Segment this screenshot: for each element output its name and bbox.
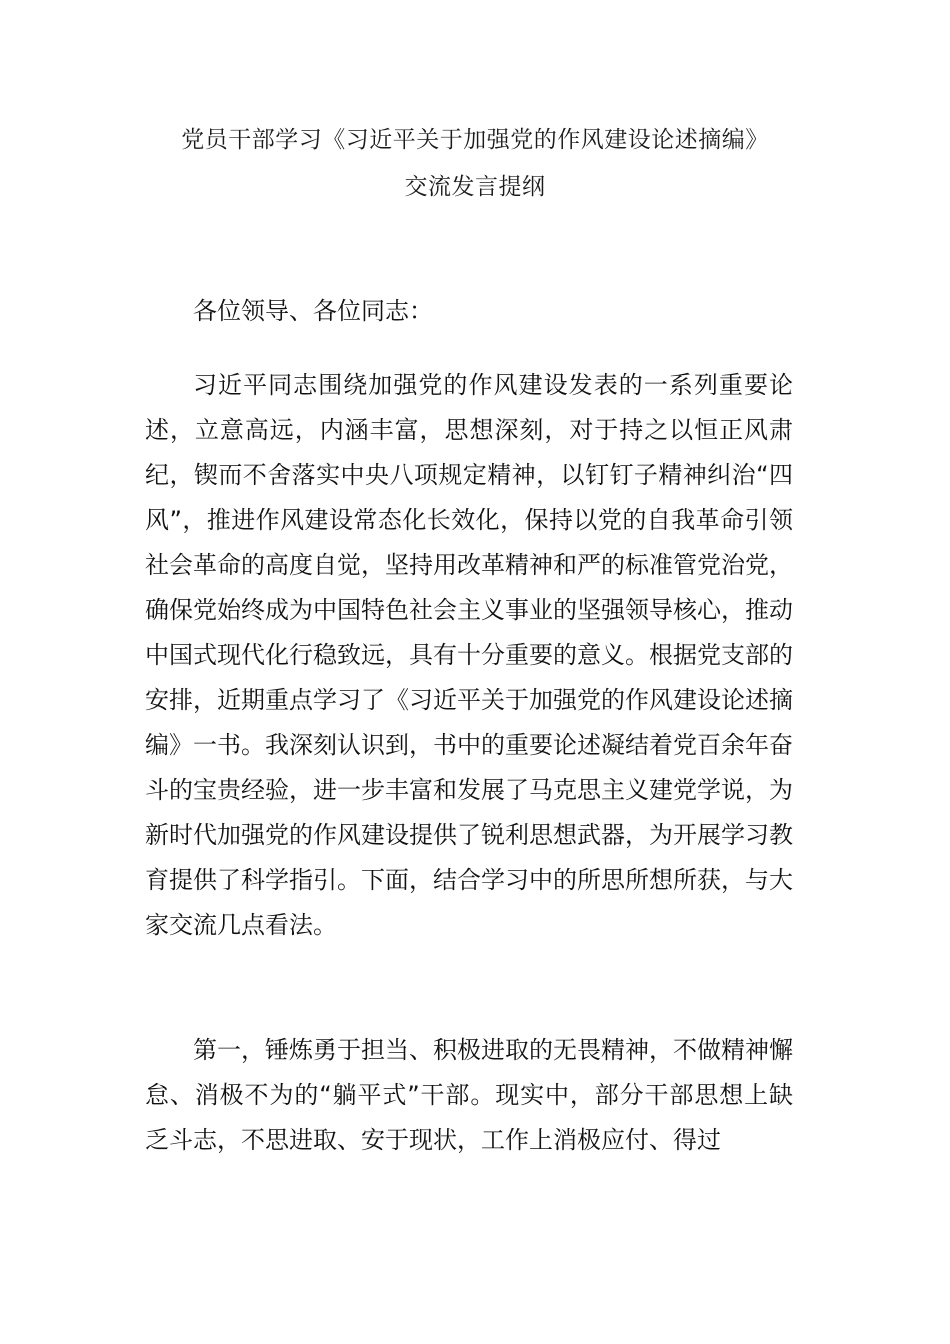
document-subtitle: 交流发言提纲: [404, 174, 546, 200]
greeting: 各位领导、各位同志：: [193, 297, 433, 325]
body-paragraph-1: 习近平同志围绕加强党的作风建设发表的一系列重要论述，立意高远，内涵丰富，思想深刻，对于持之以恒正风肃纪，锲而不舍落实中央八项规定精神，以钉钉子精神纠治“四风”，推进作风建设常态化长效化，保持以党的自我革命引领社会革命的高度自觉，坚持用改革精神和严的标准管党治党，确保党始终成为中国特色社会主义事业的坚强领导核心，推动中国式现代化行稳致远，具有十分重要的意义。根据党支部的安排，近期重点学习了《习近平关于加强党的作风建设论述摘编》一书。我深刻认识到，书中的重要论述凝结着党百余年奋斗的宝贵经验，进一步丰富和发展了马克思主义建党学说，为新时代加强党的作风建设提供了锐利思想武器，为开展学习教育提供了科学指引。下面，结合学习中的所思所想所获，与大家交流几点看法。: [145, 371, 793, 939]
document-title: 党员干部学习《习近平关于加强党的作风建设论述摘编》: [181, 127, 769, 153]
body-paragraph-2: 第一，锤炼勇于担当、积极进取的无畏精神，不做精神懈怠、消极不为的“躺平式”干部。现实中，部分干部思想上缺乏斗志，不思进取、安于现状，工作上消极应付、得过: [145, 1036, 793, 1154]
